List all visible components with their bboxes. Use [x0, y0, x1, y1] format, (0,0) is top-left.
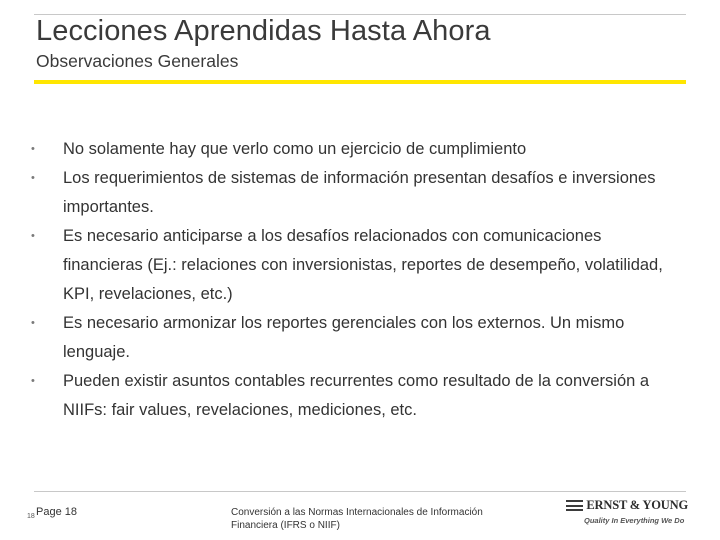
bullet-icon: •	[31, 143, 35, 155]
bullet-icon: •	[31, 317, 35, 329]
bottom-divider	[34, 491, 686, 492]
list-item	[30, 164, 670, 222]
bullet-icon: •	[31, 230, 35, 242]
logo-stripes-icon	[566, 500, 583, 511]
page-subtitle: Observaciones Generales	[36, 51, 239, 71]
bullet-text: Es necesario anticiparse a los desafíos relacionados con comunicaciones financieras (Ej.: relaciones con inversionistas, reportes de desempeño, volatilidad, KPI, revelaciones, etc.)	[63, 227, 663, 303]
bullet-text: No solamente hay que verlo como un ejercicio de cumplimiento	[63, 140, 527, 158]
bullet-text: Es necesario armonizar los reportes gerenciales con los externos. Un mismo lenguaje.	[63, 314, 625, 361]
list-item	[30, 222, 670, 309]
page-title: Lecciones Aprendidas Hasta Ahora	[36, 15, 491, 47]
logo-name: ERNST & YOUNG	[586, 498, 688, 512]
accent-bar	[34, 80, 686, 84]
list-item	[30, 135, 670, 164]
logo-tagline: Quality In Everything We Do	[584, 516, 685, 525]
bullet-icon: •	[31, 375, 35, 387]
bullet-text: Los requerimientos de sistemas de información presentan desafíos e inversiones importantes.	[63, 169, 656, 216]
list-item	[30, 367, 670, 425]
slide-number: 18	[27, 513, 35, 520]
bullet-text: Pueden existir asuntos contables recurrentes como resultado de la conversión a NIIFs: fair values, revelaciones, mediciones, etc.	[63, 372, 650, 419]
bullet-icon: •	[31, 172, 35, 184]
logo-wordmark	[566, 498, 688, 513]
footer-document-title: Conversión a las Normas Internacionales de Información Financiera (IFRS o NIIF)	[231, 507, 483, 531]
company-logo	[566, 498, 688, 530]
bullet-list	[30, 135, 670, 425]
list-item	[30, 309, 670, 367]
page-label: Page 18	[36, 506, 77, 518]
